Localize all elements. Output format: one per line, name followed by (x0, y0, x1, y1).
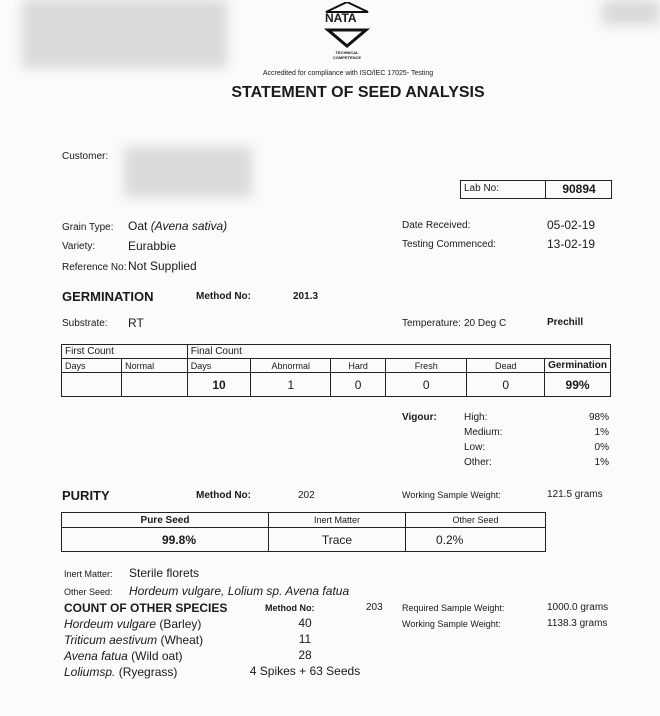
reference-value: Not Supplied (128, 259, 197, 273)
variety-label: Variety: (62, 241, 96, 252)
reference-label: Reference No: (62, 262, 127, 273)
accreditation-text: Accredited for compliance with ISO/IEC 17025- Testing (262, 70, 434, 77)
species-row (64, 665, 177, 679)
species-latin: Triticum aestivum (64, 633, 158, 647)
inert-matter-label: Inert Matter: (64, 569, 113, 579)
purity-method-label: Method No: (196, 490, 251, 501)
col-germination: Germination (545, 359, 611, 373)
other-seed-label: Other Seed: (64, 587, 113, 597)
val-hard: 0 (331, 373, 386, 397)
testing-commenced-value: 13-02-19 (547, 237, 596, 251)
val-dead: 0 (467, 373, 545, 397)
species-latin: Hordeum vulgare (64, 617, 157, 631)
germination-heading: GERMINATION (62, 289, 154, 304)
working-weight-value: 1138.3 grams (547, 618, 608, 629)
nata-logo (320, 2, 374, 64)
species-count: 40 (298, 616, 312, 630)
date-received-label: Date Received: (402, 220, 471, 231)
required-weight-value: 1000.0 grams (547, 602, 609, 613)
substrate-value: RT (128, 316, 144, 330)
nata-logo-subtext: TECHNICAL COMPETENCE (332, 50, 362, 60)
vigour-medium-label: Medium: (464, 427, 503, 438)
vigour-low-value: 0% (594, 442, 609, 453)
vigour-label: Vigour: (402, 412, 437, 423)
col-days-first: Days (62, 359, 122, 373)
vigour-medium-value: 1% (594, 427, 609, 438)
grain-type-value (128, 219, 227, 233)
working-weight-label: Working Sample Weight: (402, 619, 501, 629)
other-species-method-label: Method No: (265, 603, 315, 613)
col-abnormal: Abnormal (251, 359, 331, 373)
grain-type-latin: (Avena sativa) (150, 219, 228, 233)
purity-weight-label: Working Sample Weight: (402, 490, 501, 500)
redacted-customer (124, 147, 252, 197)
redacted-header-left (22, 0, 227, 68)
species-count: 28 (298, 648, 312, 662)
germination-method-label: Method No: (196, 291, 251, 302)
inert-matter-value: Trace (269, 528, 406, 552)
variety-value: Eurabbie (128, 239, 177, 253)
species-latin: Loliumsp. (64, 665, 116, 679)
species-count: 11 (298, 632, 312, 646)
inert-matter-header: Inert Matter (269, 513, 406, 528)
temperature-value: 20 Deg C (464, 318, 507, 329)
purity-table (61, 512, 546, 552)
lab-no-divider (545, 181, 546, 198)
purity-weight-value: 121.5 grams (547, 489, 603, 500)
pure-seed-header: Pure Seed (62, 513, 269, 528)
species-row (64, 649, 183, 663)
lab-no-value: 90894 (562, 182, 596, 196)
vigour-high-label: High: (464, 412, 488, 423)
vigour-other-value: 1% (594, 457, 609, 468)
inert-matter-text: Sterile florets (129, 566, 200, 580)
species-common: (Barley) (156, 617, 202, 631)
val-fresh: 0 (386, 373, 467, 397)
other-seed-header: Other Seed (406, 513, 546, 528)
species-count: 4 Spikes + 63 Seeds (249, 664, 361, 678)
species-common: (Wheat) (157, 633, 204, 647)
col-dead: Dead (467, 359, 545, 373)
other-seed-text: Hordeum vulgare, Lolium sp. Avena fatua (129, 584, 350, 598)
col-normal: Normal (122, 359, 188, 373)
vigour-high-value: 98% (588, 412, 609, 423)
lab-no-box (460, 180, 612, 199)
purity-heading: PURITY (62, 488, 110, 503)
other-seed-value: 0.2% (406, 528, 546, 552)
nata-logo-text: NATA (325, 11, 357, 25)
val-abnormal: 1 (251, 373, 331, 397)
final-count-header: Final Count (187, 345, 610, 359)
vigour-low-label: Low: (464, 442, 486, 453)
val-germination: 99% (545, 373, 611, 397)
substrate-label: Substrate: (62, 318, 108, 329)
grain-type-name: Oat (128, 219, 148, 233)
species-common: (Ryegrass) (115, 665, 178, 679)
pure-seed-value: 99.8% (62, 528, 269, 552)
required-weight-label: Required Sample Weight: (402, 603, 505, 613)
lab-no-label: Lab No: (464, 183, 500, 194)
species-row (64, 633, 203, 647)
customer-label: Customer: (62, 151, 109, 162)
testing-commenced-label: Testing Commenced: (402, 239, 496, 250)
germination-method-value: 201.3 (293, 291, 319, 302)
val-days-final: 10 (187, 373, 251, 397)
val-normal (122, 373, 188, 397)
page-title: STATEMENT OF SEED ANALYSIS (231, 84, 485, 101)
species-row (64, 617, 201, 631)
val-days-first (62, 373, 122, 397)
purity-method-value: 202 (298, 490, 315, 501)
temperature-label: Temperature: (402, 318, 461, 329)
col-fresh: Fresh (386, 359, 467, 373)
col-hard: Hard (331, 359, 386, 373)
germination-table (61, 344, 611, 397)
date-received-value: 05-02-19 (547, 218, 596, 232)
col-days-final: Days (187, 359, 251, 373)
prechill-label: Prechill (547, 317, 584, 328)
grain-type-label: Grain Type: (62, 222, 114, 233)
other-species-heading: COUNT OF OTHER SPECIES (64, 601, 228, 615)
vigour-other-label: Other: (464, 457, 492, 468)
redacted-header-right (602, 0, 660, 25)
species-common: (Wild oat) (127, 649, 183, 663)
other-species-method-value: 203 (366, 602, 383, 613)
first-count-header: First Count (62, 345, 188, 359)
species-latin: Avena fatua (64, 649, 128, 663)
